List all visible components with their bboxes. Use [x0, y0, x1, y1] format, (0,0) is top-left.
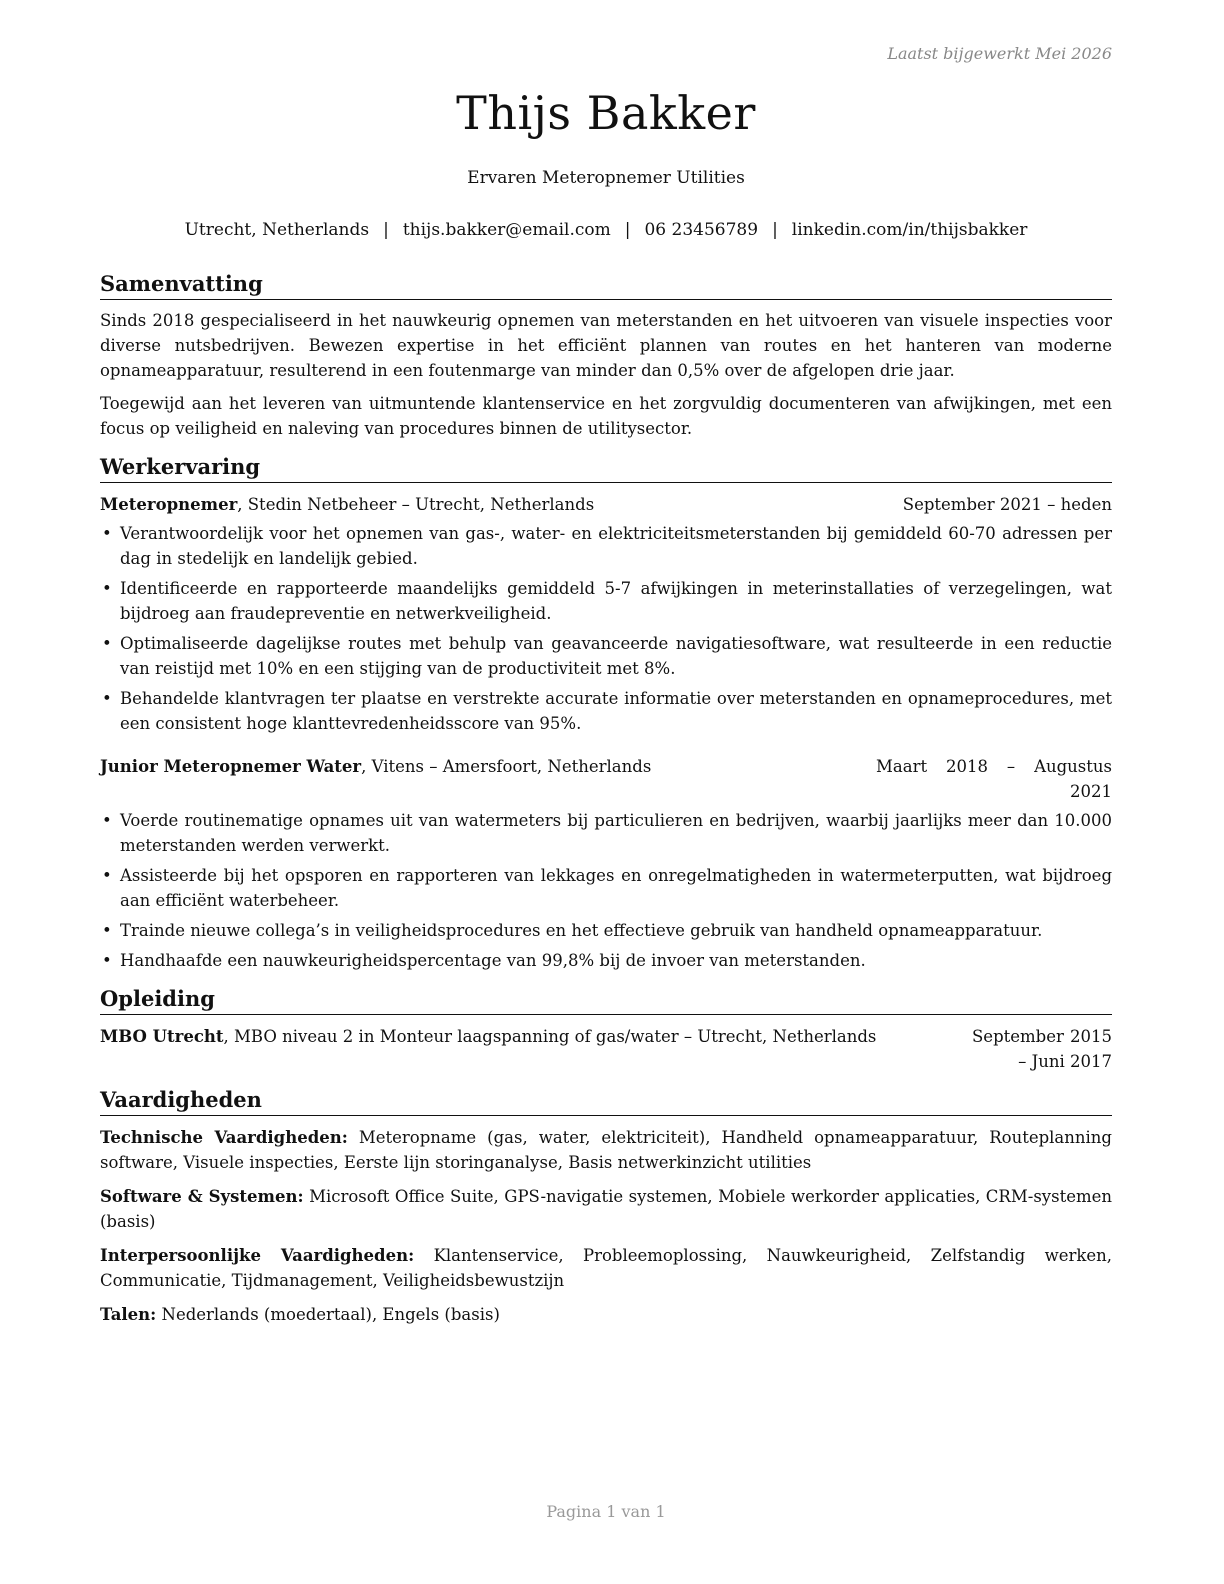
job-role-line — [100, 492, 594, 517]
skill-label: Talen: — [100, 1305, 157, 1324]
job-entry — [100, 492, 1112, 736]
list-item: • Trainde nieuwe collega’s in veiligheidsprocedures en het effectieve gebruik van handheld opnameapparatuur. — [100, 918, 1112, 943]
skill-label: Software & Systemen: — [100, 1187, 304, 1206]
candidate-name: Thijs Bakker — [456, 86, 756, 140]
last-updated-date: Laatst bijgewerkt Mei 2026 — [887, 44, 1112, 63]
resume-page — [100, 0, 1112, 1584]
job-role-line — [100, 754, 651, 779]
job-header — [100, 492, 1112, 517]
section-heading-skills: Vaardigheden — [100, 1086, 1112, 1116]
education-school: MBO Utrecht — [100, 1027, 224, 1046]
skill-value: Meteropname (gas, water, elektriciteit), Handheld opnameapparatuur, Routeplanning software, Visuele inspecties, Eerste lijn storinganalyse, Basis netwerkinzicht utilities — [100, 1128, 1112, 1172]
list-item: • Verantwoordelijk voor het opnemen van gas-, water- en elektriciteitsmeterstanden bij gemiddeld 60-70 adressen per dag in stedelijk en landelijk gebied. — [100, 521, 1112, 571]
education-entry — [100, 1024, 1112, 1074]
job-role: Junior Meteropnemer Water — [100, 757, 362, 776]
job-employer: , Vitens – Amersfoort, Netherlands — [361, 757, 652, 776]
skill-value: Klantenservice, Probleemoplossing, Nauwkeurigheid, Zelfstandig werken, Communicatie, Tijdmanagement, Veiligheidsbewustzijn — [100, 1246, 1112, 1290]
education-details: , MBO niveau 2 in Monteur laagspanning of gas/water – Utrecht, Netherlands — [223, 1027, 877, 1046]
skill-value: Microsoft Office Suite, GPS-navigatie systemen, Mobiele werkorder applicaties, CRM-systemen (basis) — [100, 1187, 1113, 1231]
list-item: • Handhaafde een nauwkeurigheidspercentage van 99,8% bij de invoer van meterstanden. — [100, 948, 1112, 973]
job-dates: Maart 2018 – Augustus 2021 — [876, 757, 1112, 801]
resume-content — [100, 270, 1112, 1339]
section-heading-summary: Samenvatting — [100, 270, 1112, 300]
skills-section — [100, 1086, 1112, 1327]
contact-line — [100, 220, 1112, 240]
list-item: • Identificeerde en rapporteerde maandelijks gemiddeld 5-7 afwijkingen in meterinstallaties of verzegelingen, wat bijdroeg aan fraudepreventie en netwerkveiligheid. — [100, 576, 1112, 626]
contact-location: Utrecht, Netherlands — [184, 220, 370, 240]
experience-section — [100, 453, 1112, 973]
job-entry — [100, 754, 1112, 973]
job-role: Meteropnemer — [100, 495, 238, 514]
skill-group — [100, 1302, 1112, 1327]
list-item: • Optimaliseerde dagelijkse routes met behulp van geavanceerde navigatiesoftware, wat resulteerde in een reductie van reistijd met 10% en een stijging van de productiviteit met 8%. — [100, 631, 1112, 681]
skill-label: Interpersoonlijke Vaardigheden: — [100, 1246, 415, 1265]
section-heading-education: Opleiding — [100, 985, 1112, 1015]
job-bullets — [100, 808, 1112, 973]
job-header — [100, 754, 1112, 804]
job-dates: September 2021 – heden — [902, 495, 1112, 514]
contact-separator: | — [772, 220, 778, 240]
skill-group — [100, 1243, 1112, 1293]
list-item: • Voerde routinematige opnames uit van watermeters bij particulieren en bedrijven, waarbij jaarlijks meer dan 10.000 meterstanden werden verwerkt. — [100, 808, 1112, 858]
contact-separator: | — [383, 220, 389, 240]
contact-linkedin[interactable]: linkedin.com/in/thijsbakker — [791, 220, 1028, 240]
skill-label: Technische Vaardigheden: — [100, 1128, 348, 1147]
education-dates: September 2015 – Juni 2017 — [972, 1027, 1112, 1071]
list-item: • Behandelde klantvragen ter plaatse en verstrekte accurate informatie over meterstanden en opnameprocedures, met een consistent hoge klanttevredenheidsscore van 95%. — [100, 686, 1112, 736]
list-item: • Assisteerde bij het opsporen en rapporteren van lekkages en onregelmatigheden in watermeterputten, wat bijdroeg aan efficiënt waterbeheer. — [100, 863, 1112, 913]
page-number: Pagina 1 van 1 — [546, 1502, 666, 1521]
summary-paragraph: Sinds 2018 gespecialiseerd in het nauwkeurig opnemen van meterstanden en het uitvoeren van visuele inspecties voor diverse nutsbedrijven. Bewezen expertise in het efficiënt plannen van routes en het hanteren van moderne opnameapparatuur, resulterend in een foutenmarge van minder dan 0,5% over de afgelopen drie jaar. — [100, 311, 1112, 380]
candidate-title: Ervaren Meteropnemer Utilities — [467, 168, 745, 188]
job-bullets — [100, 521, 1112, 736]
job-employer: , Stedin Netbeheer – Utrecht, Netherlands — [237, 495, 595, 514]
contact-phone: 06 23456789 — [644, 220, 759, 240]
contact-separator: | — [624, 220, 631, 240]
summary-section — [100, 270, 1112, 441]
contact-email[interactable]: thijs.bakker@email.com — [402, 220, 611, 240]
skill-value: Nederlands (moedertaal), Engels (basis) — [161, 1305, 500, 1324]
section-heading-experience: Werkervaring — [100, 453, 1112, 483]
education-line — [100, 1024, 876, 1049]
skill-group — [100, 1184, 1112, 1234]
skill-group — [100, 1125, 1112, 1175]
summary-paragraph: Toegewijd aan het leveren van uitmuntende klantenservice en het zorgvuldig documenteren van afwijkingen, met een focus op veiligheid en naleving van procedures binnen de utilitysector. — [100, 394, 1112, 438]
education-section — [100, 985, 1112, 1074]
